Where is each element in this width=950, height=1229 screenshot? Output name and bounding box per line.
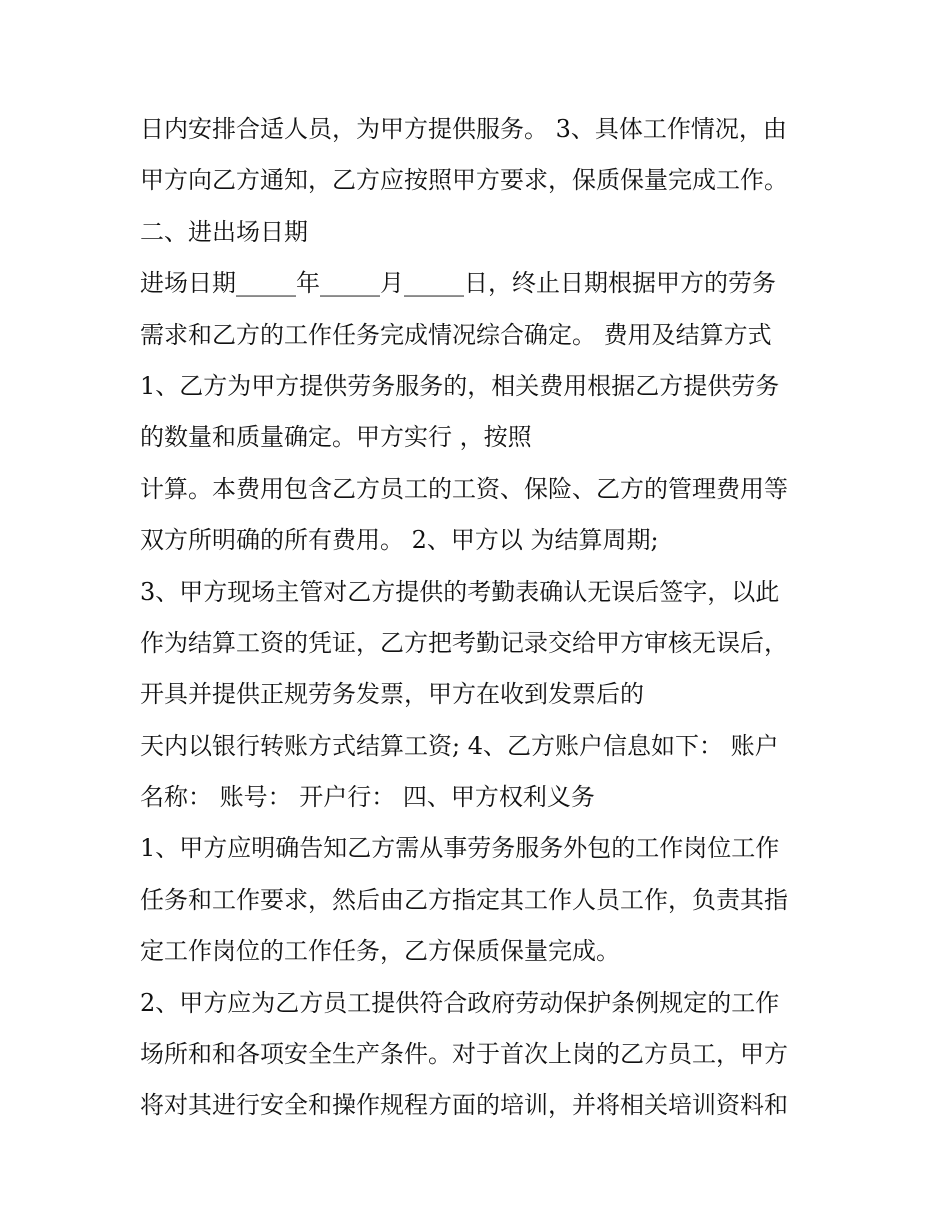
text-line-9: 双方所明确的所有费用。 2、甲方以 为结算周期; — [140, 526, 659, 555]
text-line-7: 的数量和质量确定。甲方实行 ，按照 — [140, 423, 532, 452]
text-line-6: 1、乙方为甲方提供劳务服务的，相关费用根据乙方提供劳务 — [140, 371, 780, 400]
text-line-13: 天内以银行转账方式结算工资; 4、乙方账户信息如下： 账户 — [140, 731, 779, 760]
text-line-16: 任务和工作要求，然后由乙方指定其工作人员工作，负责其指 — [140, 885, 788, 914]
text-line-4: 进场日期_____年_____月_____日，终止日期根据甲方的劳务 — [140, 269, 776, 298]
text-line-8: 计算。本费用包含乙方员工的工资、保险、乙方的管理费用等 — [140, 474, 788, 503]
text-line-19: 场所和和各项安全生产条件。对于首次上岗的乙方员工，甲方 — [140, 1040, 788, 1069]
text-line-15: 1、甲方应明确告知乙方需从事劳务服务外包的工作岗位工作 — [140, 834, 780, 863]
text-line-11: 作为结算工资的凭证，乙方把考勤记录交给甲方审核无误后， — [140, 628, 788, 657]
text-line-12: 开具并提供正规劳务发票，甲方在收到发票后的 — [140, 680, 644, 709]
text-line-17: 定工作岗位的工作任务，乙方保质保量完成。 — [140, 937, 620, 966]
contract-text-body — [140, 104, 820, 1132]
section-heading-entry-exit-dates: 二、进出场日期 — [140, 217, 308, 246]
text-line-14: 名称： 账号： 开户行： 四、甲方权利义务 — [140, 783, 595, 812]
text-line-10: 3、甲方现场主管对乙方提供的考勤表确认无误后签字，以此 — [140, 577, 780, 606]
text-line-5: 需求和乙方的工作任务完成情况综合确定。 费用及结算方式 — [140, 320, 772, 349]
text-line-2: 甲方向乙方通知，乙方应按照甲方要求，保质保量完成工作。 — [140, 166, 788, 195]
text-line-20: 将对其进行安全和操作规程方面的培训，并将相关培训资料和 — [140, 1091, 788, 1120]
text-line-18: 2、甲方应为乙方员工提供符合政府劳动保护条例规定的工作 — [140, 988, 780, 1017]
text-line-1: 日内安排合适人员，为甲方提供服务。 3、具体工作情况，由 — [140, 115, 787, 143]
